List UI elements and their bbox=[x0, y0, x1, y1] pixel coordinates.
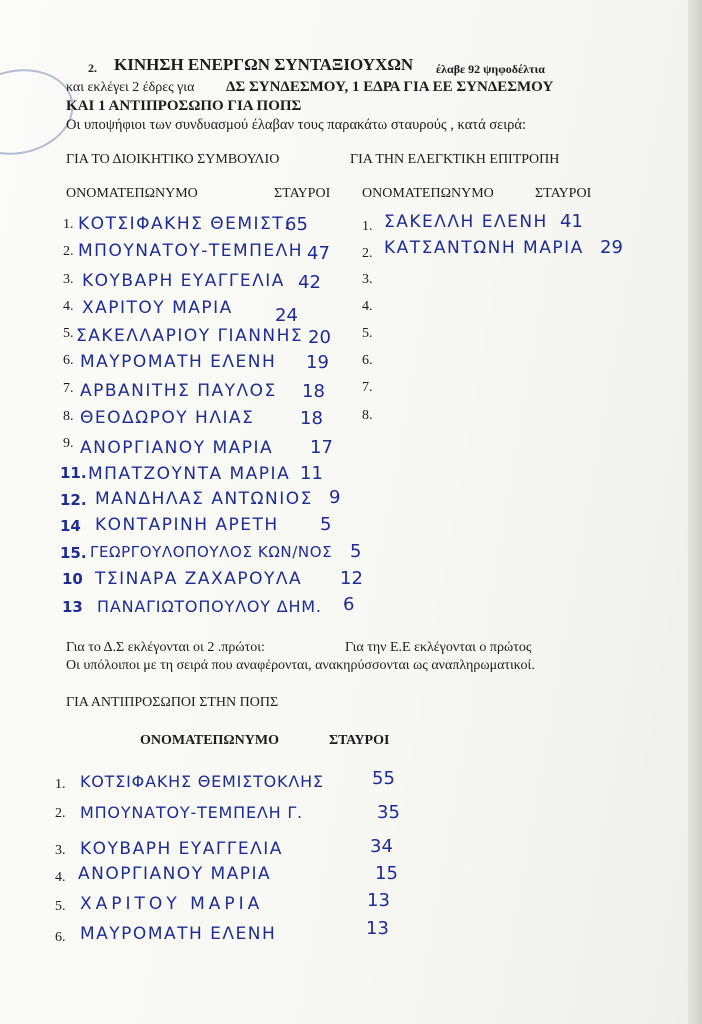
audit-row-3-idx: 3. bbox=[362, 272, 373, 287]
audit-row-1-name: ΣΑΚΕΛΛΗ ΕΛΕΝΗ bbox=[384, 212, 548, 232]
header-line2-a: και εκλέγει 2 έδρες για bbox=[66, 80, 195, 95]
board-row-2-idx: 2. bbox=[63, 244, 74, 259]
board-row-2-votes: 47 bbox=[307, 243, 330, 264]
board-row-1-idx: 1. bbox=[63, 217, 74, 232]
pops-row-2-name: ΜΠΟΥΝΑΤΟΥ-ΤΕΜΠΕΛΗ Γ. bbox=[80, 803, 303, 822]
board-row-7-idx: 7. bbox=[63, 381, 74, 396]
audit-row-6-idx: 6. bbox=[362, 353, 373, 368]
board-row-11-name: ΜΑΝΔΗΛΑΣ ΑΝΤΩΝΙΟΣ bbox=[95, 489, 313, 509]
pops-row-3-idx: 3. bbox=[55, 843, 66, 858]
page-edge-shadow bbox=[688, 0, 702, 1024]
board-row-3-votes: 42 bbox=[298, 272, 321, 293]
board-row-4-idx: 4. bbox=[63, 299, 74, 314]
audit-col-name: ΟΝΟΜΑΤΕΠΩΝΥΜΟ bbox=[362, 186, 494, 201]
board-row-5-name: ΣΑΚΕΛΛΑΡΙΟΥ ΓΙΑΝΝΗΣ bbox=[76, 326, 304, 346]
audit-row-2-name: ΚΑΤΣΑΝΤΩΝΗ ΜΑΡΙΑ bbox=[384, 238, 584, 258]
board-row-4-votes: 24 bbox=[275, 305, 298, 326]
board-row-1-votes: 65 bbox=[285, 214, 308, 235]
board-row-9-votes: 17 bbox=[310, 437, 333, 458]
board-row-1-name: ΚΟΤΣΙΦΑΚΗΣ ΘΕΜΙΣΤ. bbox=[78, 214, 292, 234]
board-row-10-votes: 11 bbox=[300, 463, 323, 484]
audit-row-2-idx: 2. bbox=[362, 246, 373, 261]
pops-row-2-votes: 35 bbox=[377, 802, 400, 823]
votes-note: έλαβε 92 ψηφοδέλτια bbox=[436, 62, 545, 76]
board-row-14-votes: 12 bbox=[340, 568, 363, 589]
board-row-13-idx: 15. bbox=[60, 544, 87, 562]
board-row-5-votes: 20 bbox=[308, 327, 331, 348]
pops-row-1-name: ΚΟΤΣΙΦΑΚΗΣ ΘΕΜΙΣΤΟΚΛΗΣ bbox=[80, 772, 324, 791]
board-row-14-name: ΤΣΙΝΑΡΑ ΖΑΧΑΡΟΥΛΑ bbox=[95, 569, 303, 589]
board-row-8-votes: 18 bbox=[300, 408, 323, 429]
board-row-11-idx: 12. bbox=[60, 491, 87, 509]
audit-heading: ΓΙΑ ΤΗΝ ΕΛΕΓΚΤΙΚΗ ΕΠΙΤΡΟΠΗ bbox=[350, 152, 560, 167]
board-row-6-votes: 19 bbox=[306, 352, 329, 373]
board-row-6-name: ΜΑΥΡΟΜΑΤΗ ΕΛΕΝΗ bbox=[80, 352, 277, 372]
note-others: Οι υπόλοιποι με τη σειρά που αναφέρονται, ανακηρύσσονται ως αναπληρωματικοί. bbox=[66, 658, 535, 673]
board-row-12-votes: 5 bbox=[320, 514, 332, 535]
header-line4: Οι υποψήφιοι των συνδυασμού έλαβαν τους παρακάτω σταυρούς , κατά σειρά: bbox=[66, 117, 527, 133]
pops-row-4-name: ΑΝΟΡΓΙΑΝΟΥ ΜΑΡΙΑ bbox=[78, 864, 272, 884]
board-row-15-votes: 6 bbox=[343, 594, 355, 615]
board-row-2-name: ΜΠΟΥΝΑΤΟΥ-ΤΕΜΠΕΛΗ bbox=[78, 241, 304, 261]
board-row-15-name: ΠΑΝΑΓΙΩΤΟΠΟΥΛΟΥ ΔΗΜ. bbox=[97, 597, 322, 616]
note-audit-elected: Για την Ε.Ε εκλέγονται ο πρώτος bbox=[345, 640, 532, 655]
pops-row-3-name: ΚΟΥΒΑΡΗ ΕΥΑΓΓΕΛΙΑ bbox=[80, 839, 283, 859]
pops-row-4-idx: 4. bbox=[55, 870, 66, 885]
pops-col-votes: ΣΤΑΥΡΟΙ bbox=[329, 733, 390, 748]
pops-col-name: ΟΝΟΜΑΤΕΠΩΝΥΜΟ bbox=[140, 733, 279, 748]
board-row-9-name: ΑΝΟΡΓΙΑΝΟΥ ΜΑΡΙΑ bbox=[80, 438, 274, 458]
board-row-7-votes: 18 bbox=[302, 381, 325, 402]
section-title: ΚΙΝΗΣΗ ΕΝΕΡΓΩΝ ΣΥΝΤΑΞΙΟΥΧΩΝ bbox=[114, 55, 414, 74]
pops-row-5-name: ΧΑΡΙΤΟΥ ΜΑΡΙΑ bbox=[80, 894, 264, 914]
audit-row-7-idx: 7. bbox=[362, 380, 373, 395]
header-line2-b: ΔΣ ΣΥΝΔΕΣΜΟΥ, 1 ΕΔΡΑ ΓΙΑ ΕΕ ΣΥΝΔΕΣΜΟΥ bbox=[226, 79, 554, 95]
section-number: 2. bbox=[88, 61, 97, 75]
pops-row-6-name: ΜΑΥΡΟΜΑΤΗ ΕΛΕΝΗ bbox=[80, 924, 277, 944]
audit-row-1-votes: 41 bbox=[560, 211, 583, 232]
board-row-9-idx: 9. bbox=[63, 436, 74, 451]
board-row-13-votes: 5 bbox=[350, 541, 362, 562]
board-row-10-idx: 11. bbox=[60, 464, 87, 482]
pops-row-5-idx: 5. bbox=[55, 899, 66, 914]
board-row-3-idx: 3. bbox=[63, 272, 74, 287]
board-row-8-idx: 8. bbox=[63, 409, 74, 424]
board-row-11-votes: 9 bbox=[329, 487, 341, 508]
board-row-6-idx: 6. bbox=[63, 353, 74, 368]
audit-col-votes: ΣΤΑΥΡΟΙ bbox=[535, 186, 592, 201]
pops-row-6-idx: 6. bbox=[55, 930, 66, 945]
board-row-13-name: ΓΕΩΡΓΟΥΛΟΠΟΥΛΟΣ ΚΩΝ/ΝΟΣ bbox=[90, 543, 333, 561]
pops-row-3-votes: 34 bbox=[370, 836, 393, 857]
board-row-10-name: ΜΠΑΤΖΟΥΝΤΑ ΜΑΡΙΑ bbox=[88, 464, 291, 484]
pops-row-1-idx: 1. bbox=[55, 777, 66, 792]
board-row-14-idx: 10 bbox=[62, 570, 83, 588]
header-line3: ΚΑΙ 1 ΑΝΤΙΠΡΟΣΩΠΟ ΓΙΑ ΠΟΠΣ bbox=[66, 98, 302, 114]
pops-row-5-votes: 13 bbox=[367, 890, 390, 911]
audit-row-8-idx: 8. bbox=[362, 408, 373, 423]
board-row-3-name: ΚΟΥΒΑΡΗ ΕΥΑΓΓΕΛΙΑ bbox=[82, 271, 285, 291]
board-col-name: ΟΝΟΜΑΤΕΠΩΝΥΜΟ bbox=[66, 186, 198, 201]
board-heading: ΓΙΑ ΤΟ ΔΙΟΙΚΗΤΙΚΟ ΣΥΜΒΟΥΛΙΟ bbox=[66, 152, 280, 167]
pops-heading: ΓΙΑ ΑΝΤΙΠΡΟΣΩΠΟΙ ΣΤΗΝ ΠΟΠΣ bbox=[66, 695, 279, 710]
board-row-12-idx: 14 bbox=[60, 517, 81, 535]
pops-row-1-votes: 55 bbox=[372, 768, 395, 789]
board-row-5-idx: 5. bbox=[63, 326, 74, 341]
pops-row-4-votes: 15 bbox=[375, 863, 398, 884]
audit-row-2-votes: 29 bbox=[600, 237, 623, 258]
note-board-elected: Για το Δ.Σ εκλέγονται οι 2 .πρώτοι: bbox=[66, 640, 265, 655]
board-row-8-name: ΘΕΟΔΩΡΟΥ ΗΛΙΑΣ bbox=[80, 408, 255, 428]
board-row-15-idx: 13 bbox=[62, 598, 83, 616]
board-row-12-name: ΚΟΝΤΑΡΙΝΗ ΑΡΕΤΗ bbox=[95, 515, 279, 535]
audit-row-4-idx: 4. bbox=[362, 299, 373, 314]
pops-row-2-idx: 2. bbox=[55, 806, 66, 821]
audit-row-5-idx: 5. bbox=[362, 326, 373, 341]
pops-row-6-votes: 13 bbox=[366, 918, 389, 939]
board-row-4-name: ΧΑΡΙΤΟΥ ΜΑΡΙΑ bbox=[82, 298, 233, 318]
board-col-votes: ΣΤΑΥΡΟΙ bbox=[274, 186, 331, 201]
audit-row-1-idx: 1. bbox=[362, 219, 373, 234]
board-row-7-name: ΑΡΒΑΝΙΤΗΣ ΠΑΥΛΟΣ bbox=[80, 381, 277, 401]
